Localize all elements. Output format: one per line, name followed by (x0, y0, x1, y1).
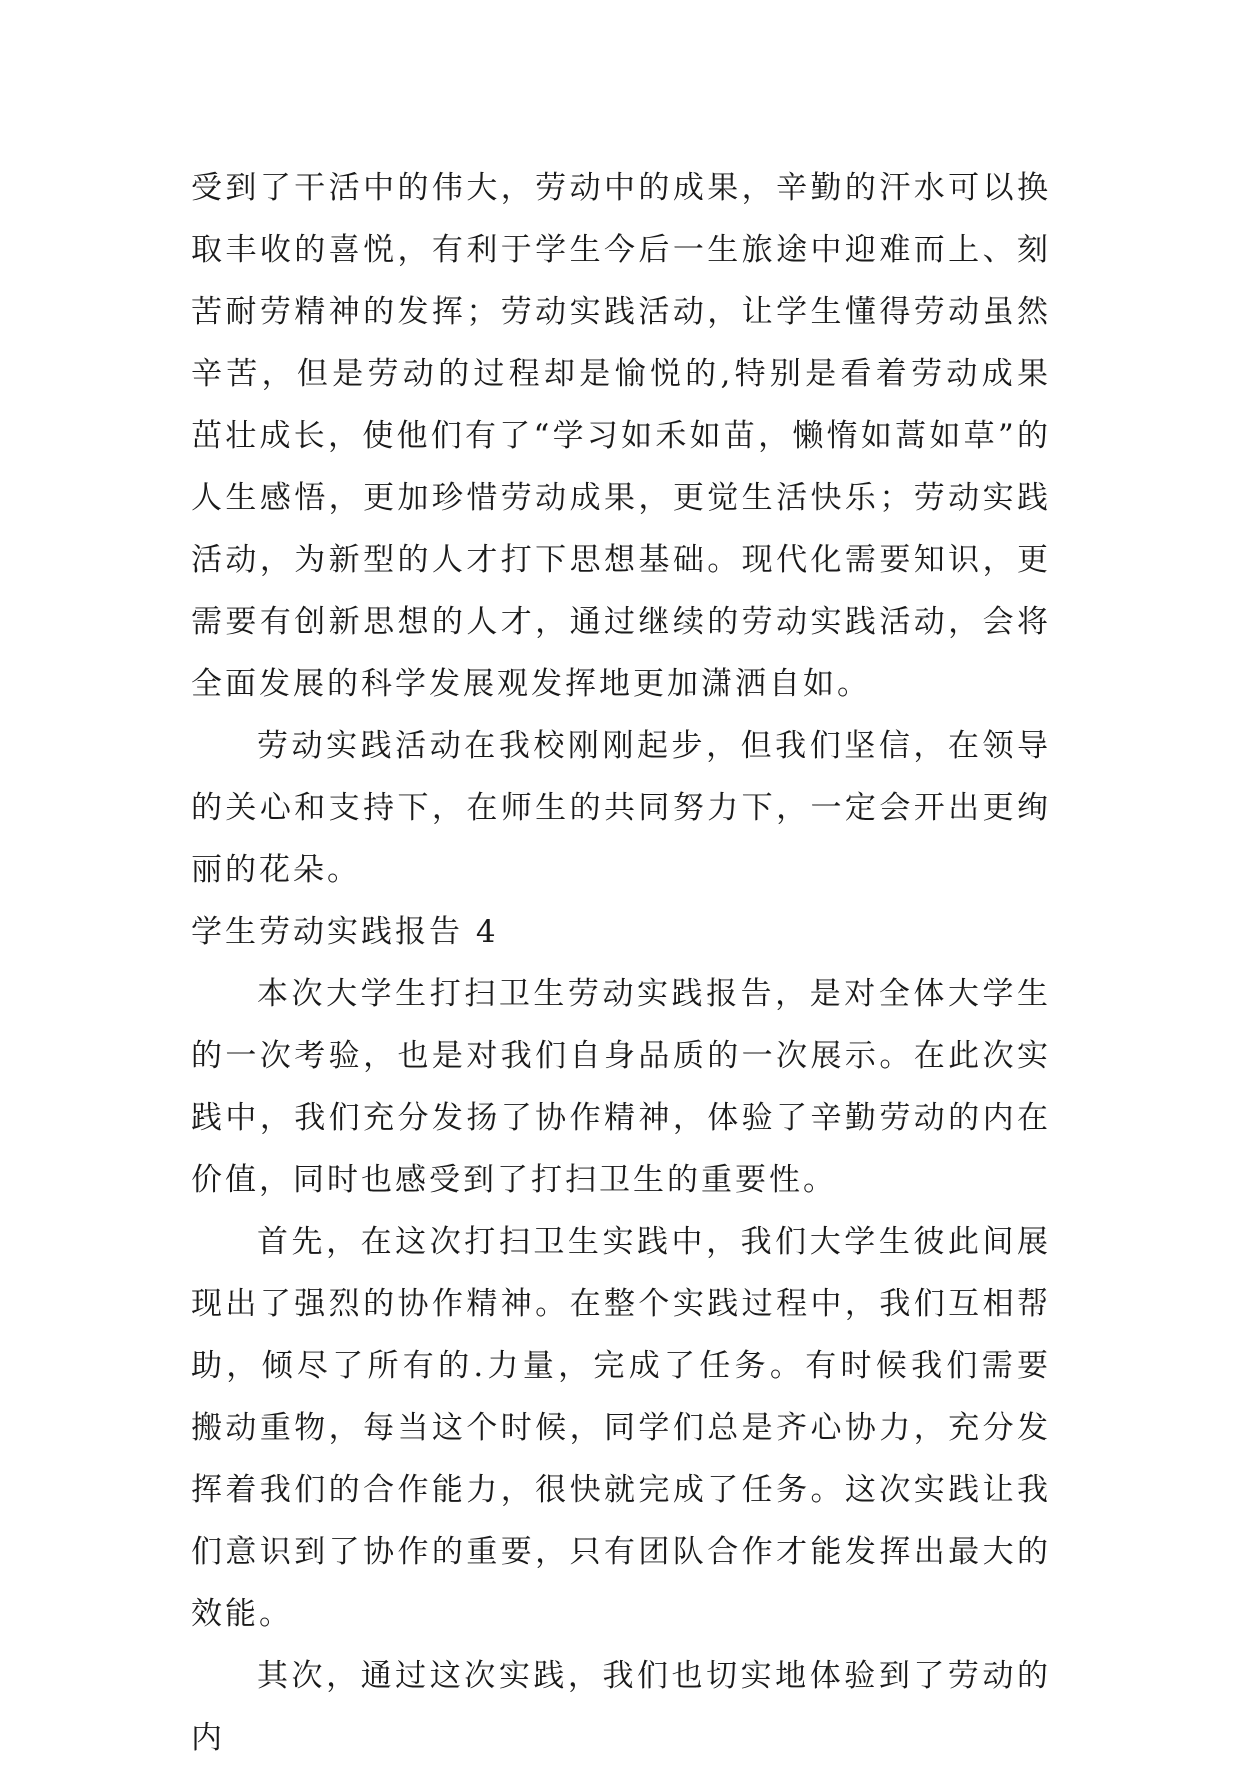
document-body (191, 157, 1051, 1769)
paragraph: 本次大学生打扫卫生劳动实践报告，是对全体大学生的一次考验，也是对我们自身品质的一次展示。在此次实践中，我们充分发扬了协作精神，体验了辛勤劳动的内在价值，同时也感受到了打扫卫生的重要性。 (191, 976, 1051, 1198)
paragraph: 首先，在这次打扫卫生实践中，我们大学生彼此间展现出了强烈的协作精神。在整个实践过程中，我们互相帮助，倾尽了所有的.力量，完成了任务。有时候我们需要搬动重物，每当这个时候，同学们总是齐心协力，充分发挥着我们的合作能力，很快就完成了任务。这次实践让我们意识到了协作的重要，只有团队合作才能发挥出最大的效能。 (191, 1224, 1051, 1632)
section-title: 学生劳动实践报告 4 (191, 914, 499, 950)
paragraph: 劳动实践活动在我校刚刚起步，但我们坚信，在领导的关心和支持下，在师生的共同努力下，一定会开出更绚丽的花朵。 (191, 728, 1051, 888)
paragraph-continuation: 受到了干活中的伟大，劳动中的成果，辛勤的汗水可以换取丰收的喜悦，有利于学生今后一生旅途中迎难而上、刻苦耐劳精神的发挥；劳动实践活动，让学生懂得劳动虽然辛苦，但是劳动的过程却是愉悦的,特别是看着劳动成果茁壮成长，使他们有了“学习如禾如苗，懒惰如蒿如草”的人生感悟，更加珍惜劳动成果，更觉生活快乐；劳动实践活动，为新型的人才打下思想基础。现代化需要知识，更需要有创新思想的人才，通过继续的劳动实践活动，会将全面发展的科学发展观发挥地更加潇洒自如。 (191, 170, 1051, 702)
paragraph: 其次，通过这次实践，我们也切实地体验到了劳动的内 (191, 1658, 1051, 1756)
